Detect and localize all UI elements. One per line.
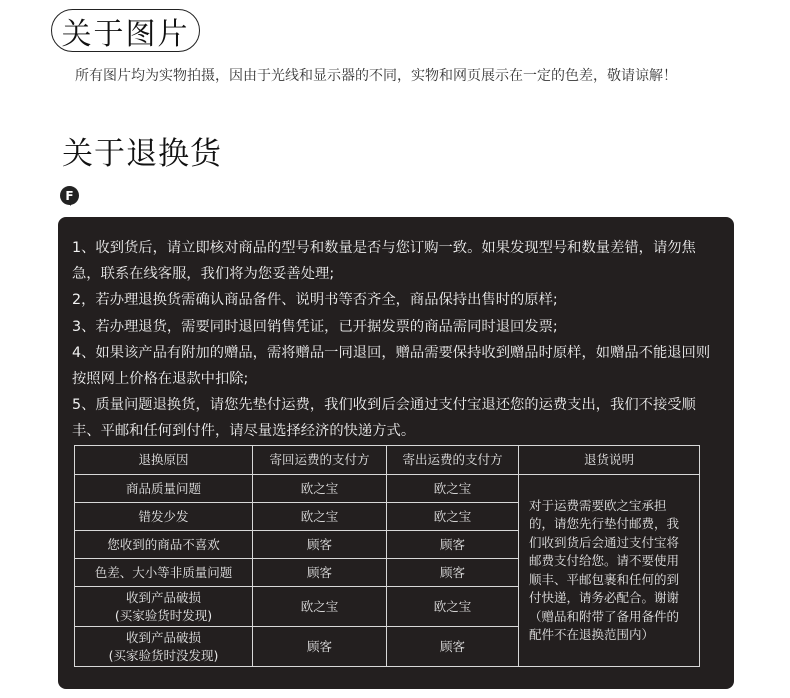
cell-reason: 收到产品破损 (买家验货时发现): [75, 587, 253, 627]
cell-send-payer: 顾客: [387, 531, 519, 559]
cell-send-payer: 欧之宝: [387, 587, 519, 627]
returns-policy-panel: [58, 217, 734, 689]
cell-return-payer: 欧之宝: [253, 475, 387, 503]
header-reason: 退换原因: [75, 446, 253, 475]
rule-item: 5、质量问题退换货，请您先垫付运费，我们收到后会通过支付宝退还您的运费支出，我们不接受顺丰、平邮和任何到付件，请尽量选择经济的快递方式。: [72, 397, 696, 440]
cell-send-payer: 顾客: [387, 627, 519, 667]
cell-return-payer: 欧之宝: [253, 587, 387, 627]
cell-return-payer: 顾客: [253, 559, 387, 587]
cell-reason: 错发少发: [75, 503, 253, 531]
rules-list: [72, 235, 722, 445]
rule-item: 1、收到货后，请立即核对商品的型号和数量是否与您订购一致。如果发现型号和数量差错，请勿焦急，联系在线客服，我们将为您妥善处理;: [72, 240, 696, 283]
rule-item: 3、若办理退货，需要同时退回销售凭证，已开据发票的商品需同时退回发票;: [72, 318, 558, 335]
cell-reason: 商品质量问题: [75, 475, 253, 503]
header-return-note: 退货说明: [519, 446, 700, 475]
cell-reason: 您收到的商品不喜欢: [75, 531, 253, 559]
cell-send-payer: 顾客: [387, 559, 519, 587]
header-send-shipping-payer: 寄出运费的支付方: [387, 446, 519, 475]
rule-item: 2，若办理退换货需确认商品备件、说明书等否齐全，商品保持出售时的原样;: [72, 292, 558, 309]
speech-bubble-f-icon: F: [60, 186, 79, 205]
cell-send-payer: 欧之宝: [387, 475, 519, 503]
cell-return-payer: 顾客: [253, 531, 387, 559]
rule-item: 4、如果该产品有附加的赠品，需将赠品一同退回，赠品需要保持收到赠品时原样，如赠品不能退回则按照网上价格在退款中扣除;: [72, 344, 711, 388]
cell-reason: 色差、大小等非质量问题: [75, 559, 253, 587]
cell-return-payer: 欧之宝: [253, 503, 387, 531]
cell-send-payer: 欧之宝: [387, 503, 519, 531]
return-note-cell: 对于运费需要欧之宝承担的，请您先行垫付邮费，我们收到货后会通过支付宝将邮费支付给您。请不要使用顺丰、平邮包裹和任何的到付快递，请务必配合。谢谢（赠品和附带了备用备件的配件不在退换范围内）: [519, 475, 700, 667]
section-title-about-images: 关于图片: [51, 9, 200, 52]
table-row: [75, 475, 700, 503]
header-return-shipping-payer: 寄回运费的支付方: [253, 446, 387, 475]
image-notice-text: 所有图片均为实物拍摄，因由于光线和显示器的不同，实物和网页展示在一定的色差，敬请谅解！: [75, 68, 677, 84]
returns-table: [74, 445, 700, 667]
cell-return-payer: 顾客: [253, 627, 387, 667]
section-title-returns: 关于退换货: [62, 136, 222, 172]
table-header-row: [75, 446, 700, 475]
cell-reason: 收到产品破损 (买家验货时没发现): [75, 627, 253, 667]
